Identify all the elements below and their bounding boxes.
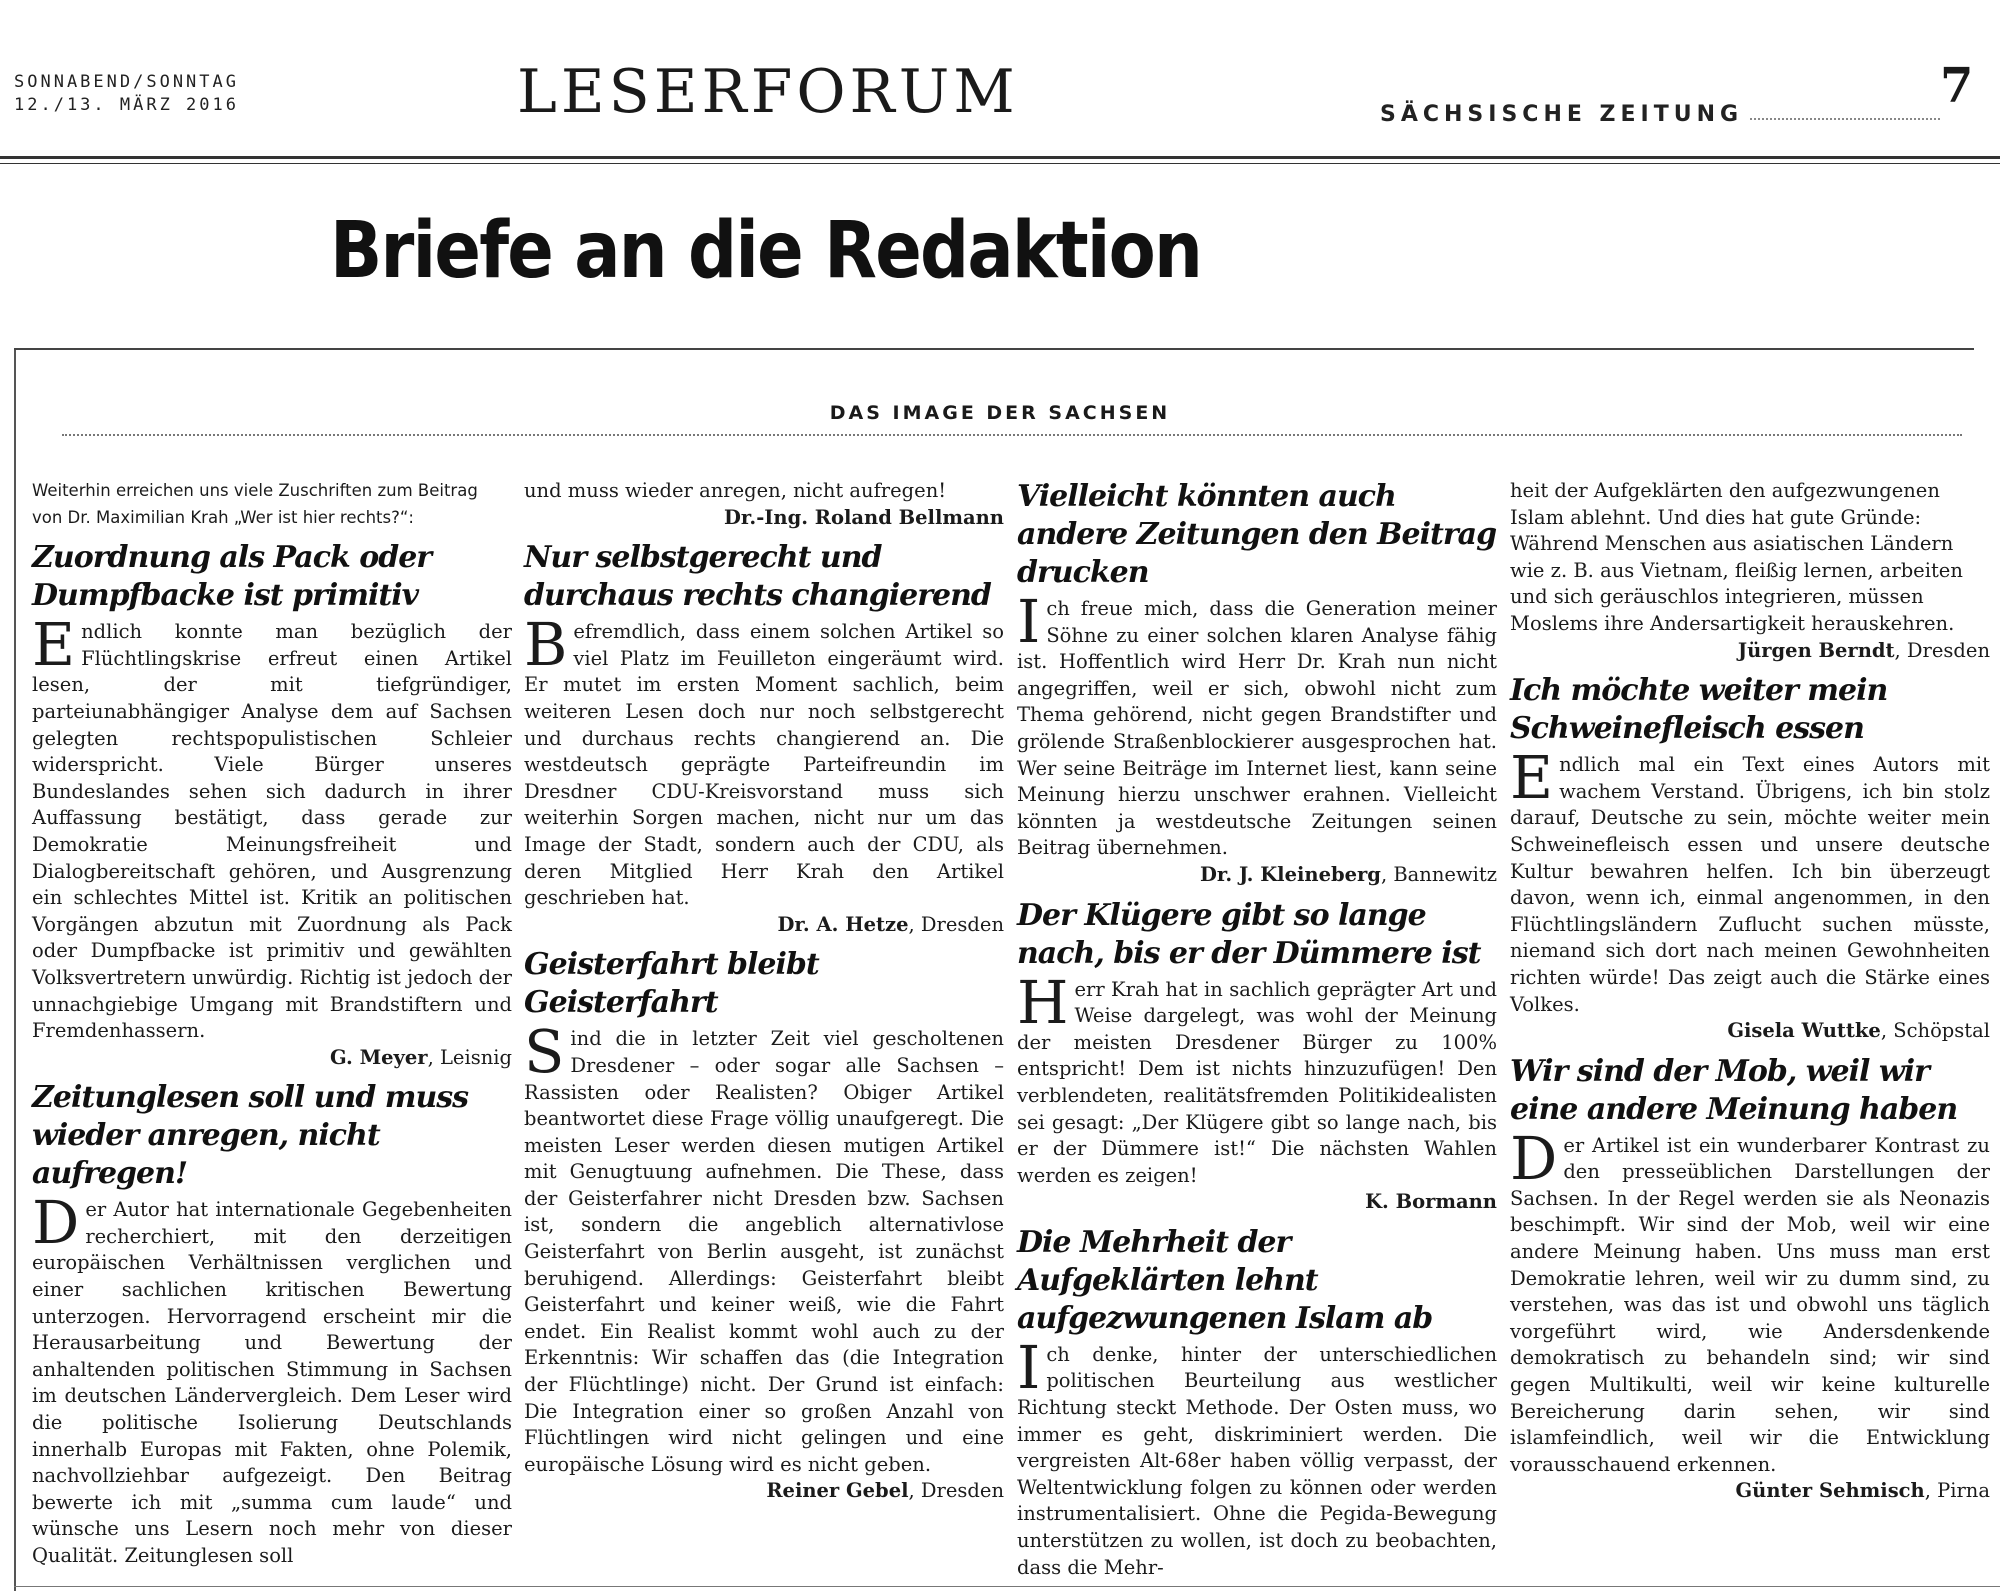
letter-7 [1017,1224,1497,1581]
letter-body: Endlich mal ein Text eines Autors mit wachem Verstand. Übrigens, ich bin stolz darauf, Deutsche zu sein, möchte weiter mein Schweinefleisch essen und unsere deutsche Kultur bewahren helfen. Ich bin überzeugt davon, wenn ich, einmal angenommen, in den Flüchtlingsländern Zuflucht suchen müsste, niemand sich dort nach meinen Gewohnheiten richten würde! Das zeigt auch die Stärke eines Volkes. [1510,743,1990,1016]
letter-title: Zuordnung als Pack oder Dumpfbacke ist primitiv [32,540,432,614]
letter-title: Die Mehrheit der Aufgeklärten lehnt aufgezwungenen Islam ab [1017,1224,1433,1336]
letter-body: Ich freue mich, dass die Generation meiner Söhne zu einer solchen klaren Analyse fähig ist. Hoffentlich wird Herr Dr. Krah nun nicht angegriffen, weil er sich, obwohl nicht zum Thema gehörend, nicht gegen Brandstifter und grölende Straßenblockierer ausgesprochen hat. Wer seine Beiträge im Internet liest, kann seine Meinung hierzu unschwer erahnen. Vielleicht könnten ja westdeutsche Zeitungen seinen Beitrag übernehmen. [1017,587,1497,860]
page-number: 7 [1940,58,1974,114]
author-place: , Bannewitz [1380,862,1497,886]
letter-signature [1017,1189,1497,1216]
heading-rule [14,348,1974,350]
letter-continuation: und muss wieder anregen, nicht aufregen! [524,479,947,502]
letter-4 [524,946,1004,1505]
author-place: , Schöpstal [1880,1019,1990,1043]
letter-3 [524,539,1004,938]
letter-8 [1510,672,1990,1045]
letter-body: Endlich konnte man bezüglich der Flüchtlingskrise erfreut einen Artikel lesen, der mit tiefgründiger, parteiunabhängiger Analyse dem auf Sachsen gelegten rechtspopulistischen Schleier widerspricht. Viele Bürger unseres Bundeslandes sehen sich dadurch in ihrer Auffassung bestätigt, dass gerade zur Demokratie Meinungsfreiheit und Dialogbereitschaft gehören, und Ausgrenzung ein schlechtes Mittel ist. Kritik an politischen Vorgängen abzutun mit Zuordnung als Pack oder Dumpfbacke ist primitiv und gewählten Volksvertretern unwürdig. Richtig ist jedoch der unnachgiebige Umgang mit Brandstiftern und Fremdenhassern. [32,610,512,1043]
letter-signature [1510,1018,1990,1045]
issue-day: SONNABEND/SONNTAG [14,72,239,92]
author-name: K. Bormann [1365,1190,1497,1214]
masthead-rule-thick [0,156,2000,159]
letter-title: Geisterfahrt bleibt Geisterfahrt [524,947,819,1021]
author-name: Dr.-Ing. Roland Bellmann [724,505,1004,529]
author-place: , Dresden [908,912,1004,936]
author-name: Dr. A. Hetze [777,912,909,936]
letter-title: Vielleicht könnten auch andere Zeitungen den Beitrag drucken [1017,479,1497,590]
letter-6 [1017,897,1497,1216]
letter-signature [32,1045,512,1072]
letter-signature [524,912,1004,939]
letter-5 [1017,478,1497,889]
author-name: Jürgen Berndt [1737,638,1895,662]
bottom-rule [14,1586,2000,1587]
letter-signature [1017,862,1497,889]
topic-dotted-rule [62,434,1962,436]
left-border [14,350,16,1591]
letter-9 [1510,1053,1990,1505]
letter-title: Nur selbstgerecht und durchaus rechts changierend [524,540,991,614]
column-3 [1017,478,1497,1581]
author-name: G. Meyer [330,1045,428,1069]
letter-title: Zeitunglesen soll und muss wieder anregen, nicht aufregen! [32,1080,469,1192]
letter-title: Der Klügere gibt so lange nach, bis er der Dümmere ist [1017,897,1481,971]
letter-body: Der Autor hat internationale Gegebenheiten recherchiert, mit den derzeitigen europäischen Verhältnissen verglichen und einer sachlichen kritischen Bewertung unterzogen. Hervorragend erscheint mir die Herausarbeitung und Bewertung der anhaltenden politischen Stimmung in Sachsen im deutschen Ländervergleich. Dem Leser wird die politische Isolierung Deutschlands innerhalb Europas mit Fakten, ohne Polemik, nachvollziehbar aufgezeigt. Den Beitrag bewerte ich mit „summa cum laude“ und wünsche uns Lesern noch mehr von dieser Qualität. Zeitunglesen soll [32,1188,512,1567]
section-title: LESERFORUM [517,57,1019,127]
author-name: Reiner Gebel [766,1479,909,1503]
author-place: , Dresden [1894,638,1990,662]
author-place: , Leisnig [427,1045,512,1069]
author-name: Dr. J. Kleineberg [1199,862,1381,886]
masthead-rule-thin [0,163,2000,164]
letter-1 [32,539,512,1071]
page-heading: Briefe an die Redaktion [330,206,1202,296]
letter-signature [524,1478,1004,1505]
letter-title: Ich möchte weiter mein Schweinefleisch essen [1510,673,1888,747]
letter-body: Befremdlich, dass einem solchen Artikel so viel Platz im Feuilleton eingeräumt wird. Er mutet im ersten Moment sachlich, beim weiteren Lesen doch nur noch selbstgerecht und durchaus rechts changierend an. Die westdeutsch geprägte Parteifreundin im Dresdner CDU-Kreisvorstand muss sich weiterhin Sorgen machen, nicht nur um das Image der Stadt, sondern auch der CDU, als deren Mitglied Herr Krah den Artikel geschrieben hat. [524,610,1004,910]
author-place: , Dresden [908,1479,1004,1503]
letter-signature [1510,1478,1990,1505]
dot-leader [1750,118,1940,120]
letter-body: Herr Krah hat in sachlich geprägter Art und Weise dargelegt, was wohl der Meinung der meisten Dresdener Bürger zu 100% entspricht! Dem ist nichts hinzuzufügen! Den verblendeten, realitätsfremden Politikidealisten sei gesagt: „Der Klügere gibt so lange nach, bis er der Dümmere ist!“ Die nächsten Wahlen werden es zeigen! [1017,967,1497,1187]
letter-signature [524,505,1004,532]
letter-continuation: heit der Aufgeklärten den aufgezwungenen Islam ablehnt. Und dies hat gute Gründe: Während Menschen aus asiatischen Ländern wie z. B. aus Vietnam, fleißig lernen, arbeiten und sich geräuschlos integrieren, müssen Moslems ihre Andersartigkeit herauskehren. [1510,479,1963,635]
column-4 [1510,478,1990,1511]
letter-body: Ich denke, hinter der unterschiedlichen politischen Beurteilung aus westlicher Richtung steckt Methode. Der Osten muss, wo immer es geht, diskriminiert werden. Die vergreisten Alt-68er haben völlig verpasst, der Weltentwicklung folgen zu können oder werden instrumentalisiert. Ohne die Pegida-Bewegung unterstützen zu wollen, ist doch zu beobachten, dass die Mehr- [1017,1332,1497,1579]
author-name: Gisela Wuttke [1727,1019,1881,1043]
topic-header: DAS IMAGE DER SACHSEN [829,402,1171,424]
author-place: , Pirna [1924,1479,1990,1503]
issue-date: 12./13. MÄRZ 2016 [14,95,239,115]
letter-body: Der Artikel ist ein wunderbarer Kontrast zu den presseüblichen Darstellungen der Sachsen. In der Regel werden sie als Neonazis beschimpft. Wir sind der Mob, weil wir eine andere Meinung haben. Uns muss man erst Demokratie lehren, weil wir zu dumm sind, zu verstehen, was das ist und obwohl uns täglich vorgeführt wird, wie Andersdenkende demokratisch zu behandeln sind; wir sind gegen Multikulti, weil wir keine kulturelle Bereicherung darin sehen, wir sind islamfeindlich, weil wir die Entwicklung vorausschauend erkennen. [1510,1123,1990,1476]
author-name: Günter Sehmisch [1735,1479,1925,1503]
masthead [0,0,2000,170]
intro-text: Weiterhin erreichen uns viele Zuschriften zum Beitrag von Dr. Maximilian Krah „Wer ist hier rechts?“: [32,481,478,527]
newspaper-name: SÄCHSISCHE ZEITUNG [1380,102,1744,127]
letter-title: Wir sind der Mob, weil wir eine andere Meinung haben [1510,1053,1958,1127]
letter-body: Sind die in letzter Zeit viel gescholtenen Dresdener – oder sogar alle Sachsen – Rassisten oder Realisten? Obiger Artikel beantwortet diese Frage völlig unaufgeregt. Die meisten Leser werden diesen mutigen Artikel mit Genugtuung aufnehmen. Die These, dass der Geisterfahrer nicht Dresden bzw. Sachsen ist, sondern die angeblich alternativlose Geisterfahrt von Berlin ausgeht, ist zunächst beruhigend. Allerdings: Geisterfahrt bleibt Geisterfahrt und keiner weiß, wie die Fahrt endet. Ein Realist kommt wohl auch zu der Erkenntnis: Wir schaffen das (die Integration der Flüchtlinge) nicht. Der Grund ist einfach: Die Integration einer so großen Anzahl von Flüchtlingen wird nicht gelingen und eine europäische Lösung wird es nicht geben. [524,1017,1004,1476]
letter-signature [1510,638,1990,665]
letter-2 [32,1079,512,1569]
column-2 [524,478,1004,1511]
column-1 [32,478,512,1570]
